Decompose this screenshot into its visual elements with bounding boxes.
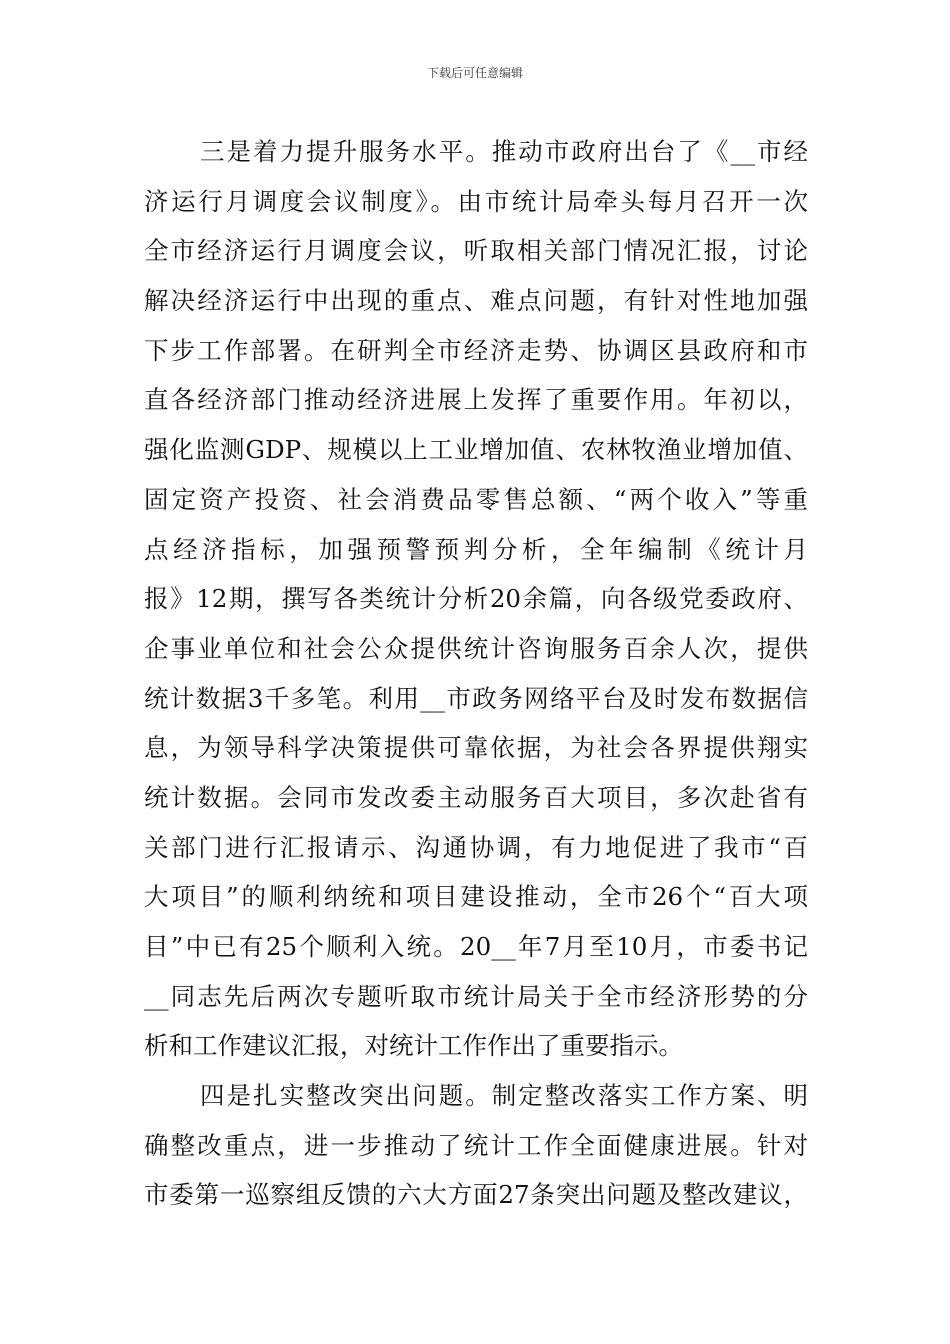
text-line: 确整改重点，进一步推动了统计工作全面健康进展。针对 <box>144 1130 808 1160</box>
text-line: 解决经济运行中出现的重点、难点问题，有针对性地加强 <box>144 286 808 316</box>
page-header-note: 下载后可任意编辑 <box>426 66 523 80</box>
text-line: 析和工作建议汇报，对统计工作作出了重要指示。 <box>144 1031 683 1061</box>
text-line: 全市经济运行月调度会议，听取相关部门情况汇报，讨论 <box>144 236 808 266</box>
text-line: 大项目”的顺利纳统和项目建设推动，全市26个“百大项 <box>144 882 808 912</box>
text-line: 直各经济部门推动经济进展上发挥了重要作用。年初以， <box>144 385 808 415</box>
text-line: 统计数据3千多笔。利用__市政务网络平台及时发布数据信 <box>144 683 808 713</box>
text-line: 济运行月调度会议制度》。由市统计局牵头每月召开一次 <box>144 186 808 216</box>
text-line: __同志先后两次专题听取市统计局关于全市经济形势的分 <box>144 981 808 1011</box>
paragraph <box>144 127 808 1071</box>
text-line: 三是着力提升服务水平。推动市政府出台了《__市经 <box>200 137 808 166</box>
text-line: 下步工作部署。在研判全市经济走势、协调区县政府和市 <box>144 335 808 365</box>
paragraph <box>144 1071 808 1220</box>
text-line: 四是扎实整改突出问题。制定整改落实工作方案、明 <box>200 1081 808 1111</box>
text-line: 强化监测GDP、规模以上工业增加值、农林牧渔业增加值、 <box>144 435 808 465</box>
text-line: 息，为领导科学决策提供可靠依据，为社会各界提供翔实 <box>144 733 808 763</box>
document-body <box>144 127 808 1220</box>
text-line: 报》12期，撰写各类统计分析20余篇，向各级党委政府、 <box>144 584 808 614</box>
text-line: 目”中已有25个顺利入统。20__年7月至10月，市委书记 <box>144 932 808 961</box>
text-line: 市委第一巡察组反馈的六大方面27条突出问题及整改建议， <box>144 1180 808 1210</box>
text-line: 固定资产投资、社会消费品零售总额、“两个收入”等重 <box>144 484 808 514</box>
text-line: 企事业单位和社会公众提供统计咨询服务百余人次，提供 <box>144 633 808 663</box>
text-line: 点经济指标，加强预警预判分析，全年编制《统计月 <box>144 534 808 564</box>
text-line: 统计数据。会同市发改委主动服务百大项目，多次赴省有 <box>144 782 808 812</box>
text-line: 关部门进行汇报请示、沟通协调，有力地促进了我市“百 <box>144 832 808 862</box>
